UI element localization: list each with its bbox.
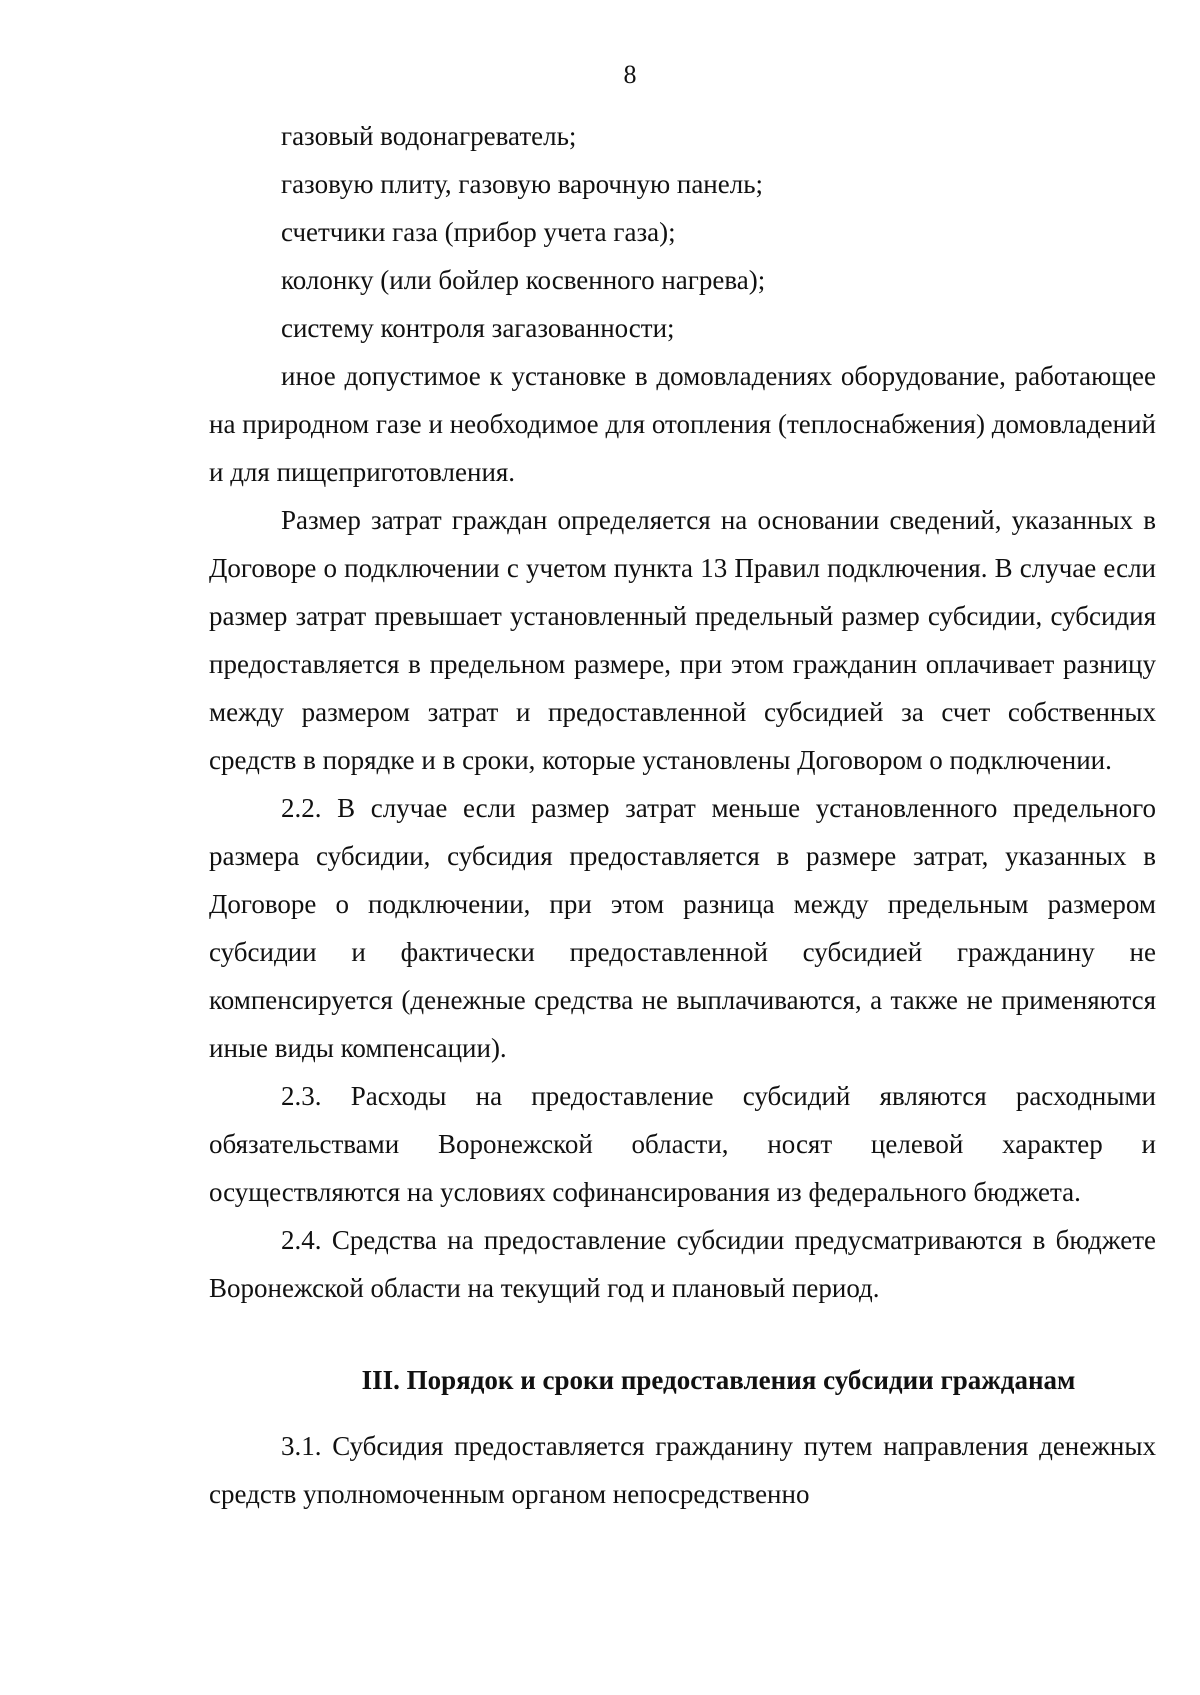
page-number: 8 <box>623 60 637 89</box>
list-item: газовый водонагреватель; <box>281 121 577 151</box>
paragraph-other-equipment: иное допустимое к установке в домовладениях оборудование, работающее на природном газе и необходимое для отопления (теплоснабжения) домовладений и для пищеприготовления. <box>209 361 1156 487</box>
document-body <box>209 112 1156 1518</box>
list-item: газовую плиту, газовую варочную панель; <box>281 169 764 199</box>
paragraph-2-2: 2.2. В случае если размер затрат меньше установленного предельного размера субсидии, субсидия предоставляется в размере затрат, указанных в Договоре о подключении, при этом разница между предельным размером субсидии и фактически предоставленной субсидией гражданину не компенсируется (денежные средства не выплачиваются, а также не применяются иные виды компенсации). <box>209 793 1156 1063</box>
paragraph-2-3: 2.3. Расходы на предоставление субсидий являются расходными обязательствами Воронежской области, носят целевой характер и осуществляются на условиях софинансирования из федерального бюджета. <box>209 1081 1156 1207</box>
list-item: счетчики газа (прибор учета газа); <box>281 217 676 247</box>
paragraph-3-1: 3.1. Субсидия предоставляется гражданину путем направления денежных средств уполномоченным органом непосредственно <box>209 1431 1156 1509</box>
paragraph-2-4: 2.4. Средства на предоставление субсидии предусматриваются в бюджете Воронежской области на текущий год и плановый период. <box>209 1225 1156 1303</box>
section-heading: III. Порядок и сроки предоставления субсидии гражданам <box>361 1365 1076 1395</box>
list-item: колонку (или бойлер косвенного нагрева); <box>281 265 766 295</box>
paragraph-costs-size: Размер затрат граждан определяется на основании сведений, указанных в Договоре о подключении с учетом пункта 13 Правил подключения. В случае если размер затрат превышает установленный предельный размер субсидии, субсидия предоставляется в предельном размере, при этом гражданин оплачивает разницу между размером затрат и предоставленной субсидией за счет собственных средств в порядке и в сроки, которые установлены Договором о подключении. <box>209 505 1156 775</box>
list-item: систему контроля загазованности; <box>281 313 675 343</box>
